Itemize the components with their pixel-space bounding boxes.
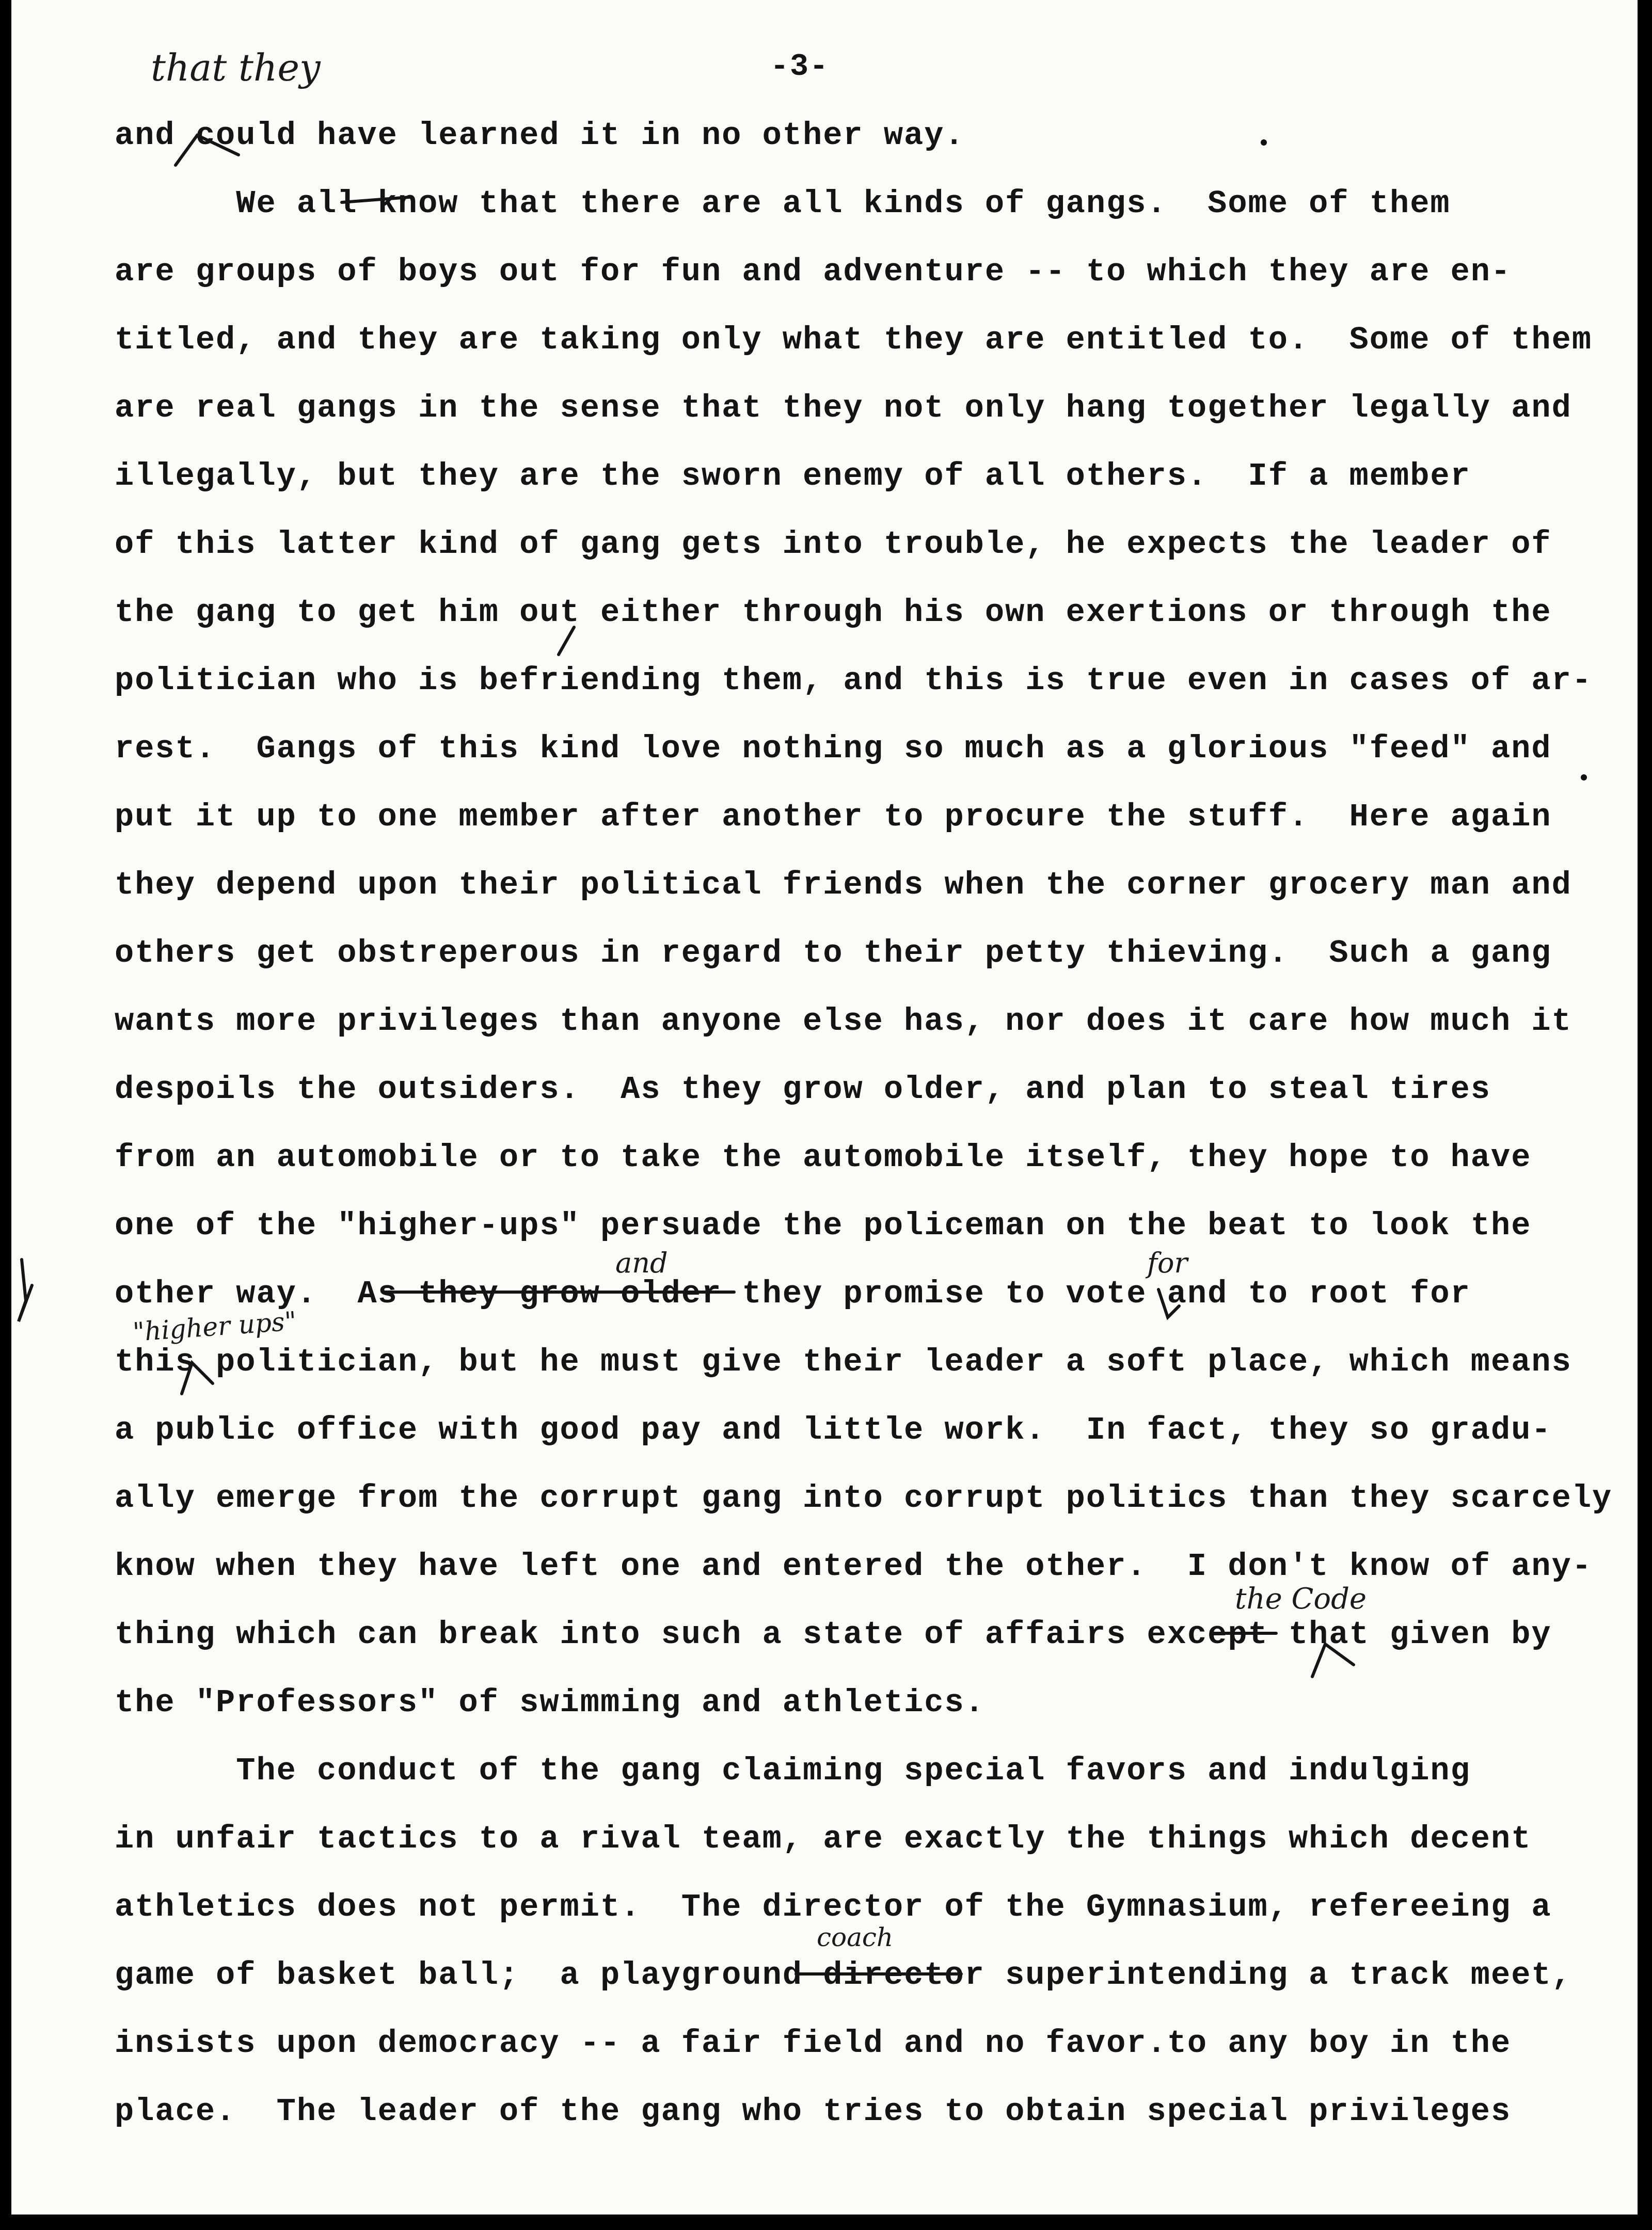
text-line-27: athletics does not permit. The director of the Gymnasium, refereeing a [115, 1889, 1552, 1925]
text-line-22: know when they have left one and entered the other. I don't know of any- [115, 1548, 1593, 1585]
text-line-7: of this latter kind of gang gets into trouble, he expects the leader of [115, 526, 1552, 563]
text-line-17: one of the "higher-ups" persuade the policeman on the beat to look the [115, 1207, 1532, 1244]
stray-dot [1581, 774, 1587, 780]
text-line-21: ally emerge from the corrupt gang into corrupt politics than they scarcely [115, 1480, 1613, 1517]
document-page [11, 0, 1638, 2215]
text-line-10: rest. Gangs of this kind love nothing so much as a glorious "feed" and [115, 730, 1552, 767]
text-line-14: wants more privileges than anyone else has, nor does it care how much it [115, 1003, 1572, 1040]
text-line-5: are real gangs in the sense that they not only hang together legally and [115, 390, 1572, 426]
text-line-29: insists upon democracy -- a fair field and no favor.to any boy in the [115, 2025, 1512, 2062]
text-line-16: from an automobile or to take the automobile itself, they hope to have [115, 1139, 1532, 1176]
handwritten-insert-coach: coach [817, 1922, 894, 1952]
text-line-15: despoils the outsiders. As they grow older, and plan to steal tires [115, 1071, 1491, 1108]
handwritten-insert-the-code: the Code [1235, 1582, 1367, 1616]
text-line-4: titled, and they are taking only what they are entitled to. Some of them [115, 322, 1593, 358]
handwritten-insert-and: and [615, 1247, 668, 1279]
text-line-2: We all know that there are all kinds of gangs. Some of them [115, 185, 1451, 222]
text-line-26: in unfair tactics to a rival team, are exactly the things which decent [115, 1821, 1532, 1857]
text-line-20: a public office with good pay and little work. In fact, they so gradu- [115, 1412, 1552, 1448]
text-line-6: illegally, but they are the sworn enemy of all others. If a member [115, 458, 1471, 495]
text-line-24: the "Professors" of swimming and athletics. [115, 1684, 985, 1721]
stray-mark-left-margin [19, 1260, 32, 1321]
stray-dot [1261, 139, 1267, 146]
text-line-13: others get obstreperous in regard to their petty thieving. Such a gang [115, 935, 1552, 971]
comma-mark-him-out [559, 627, 574, 655]
handwritten-insert-higher-ups: "higher ups" [132, 1305, 298, 1348]
text-line-25: The conduct of the gang claiming special favors and indulging [115, 1753, 1471, 1789]
text-line-23: thing which can break into such a state of affairs except that given by [115, 1616, 1552, 1653]
text-line-18: other way. As they grow older they promise to vote and to root for [115, 1276, 1471, 1312]
text-line-9: politician who is befriending them, and this is true even in cases of ar- [115, 662, 1593, 699]
handwritten-insert-that-they: that they [151, 46, 321, 89]
text-line-19: this politician, but he must give their leader a soft place, which means [115, 1344, 1572, 1380]
text-line-28: game of basket ball; a playground director superintending a track meet, [115, 1957, 1572, 1994]
text-line-8: the gang to get him out either through his own exertions or through the [115, 594, 1552, 631]
text-line-3: are groups of boys out for fun and adventure -- to which they are en- [115, 253, 1512, 290]
text-line-12: they depend upon their political friends when the corner grocery man and [115, 867, 1572, 903]
handwritten-insert-for: for [1147, 1247, 1188, 1279]
page-number: -3- [770, 50, 830, 85]
text-line-11: put it up to one member after another to procure the stuff. Here again [115, 799, 1552, 835]
text-line-30: place. The leader of the gang who tries to obtain special privileges [115, 2093, 1512, 2130]
text-line-1: and could have learned it in no other way. [115, 117, 965, 154]
